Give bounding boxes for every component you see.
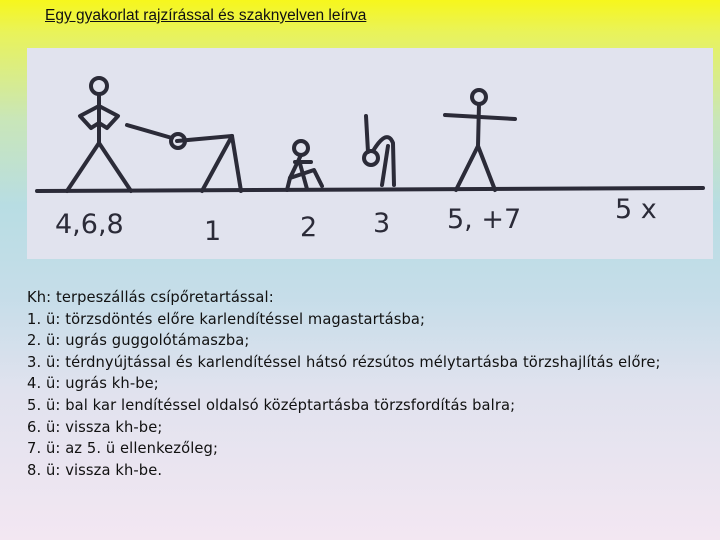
page-title: Egy gyakorlat rajzírással és szaknyelven leírva: [45, 7, 367, 24]
figure-trunk-rotation: [445, 90, 515, 190]
sketch-label-2: 2: [300, 212, 318, 243]
description-line: 7. ü: az 5. ü ellenkezőleg;: [27, 440, 218, 458]
ground-line: [37, 188, 703, 191]
figure-forward-bend: [127, 125, 241, 191]
exercise-sketch: [27, 48, 713, 259]
sketch-label-3: 3: [373, 208, 391, 239]
sketch-label-5-7: 5, +7: [447, 204, 522, 235]
description-line: Kh: terpeszállás csípőretartással:: [27, 289, 274, 306]
description-line: 6. ü: vissza kh-be;: [27, 418, 163, 436]
sketch-label-4-6-8: 4,6,8: [55, 209, 124, 240]
sketch-label-1: 1: [204, 216, 222, 247]
exercise-description: [27, 287, 661, 481]
description-line: 5. ü: bal kar lendítéssel oldalsó középtartásba törzsfordítás balra;: [27, 396, 516, 414]
description-line: 2. ü: ugrás guggolótámaszba;: [27, 332, 250, 350]
sketch-label-5x: 5 x: [615, 194, 657, 225]
description-line: 1. ü: törzsdöntés előre karlendítéssel magastartásba;: [27, 310, 426, 328]
figure-squat-support: [287, 141, 322, 190]
description-line: 3. ü: térdnyújtással és karlendítéssel hátsó rézsútos mélytartásba törzshajlítás előre;: [27, 353, 661, 371]
figure-straddle-stance: [67, 78, 131, 191]
description-line: 4. ü: ugrás kh-be;: [27, 375, 159, 393]
description-line: 8. ü: vissza kh-be.: [27, 461, 163, 479]
figure-deep-bend: [364, 116, 394, 185]
